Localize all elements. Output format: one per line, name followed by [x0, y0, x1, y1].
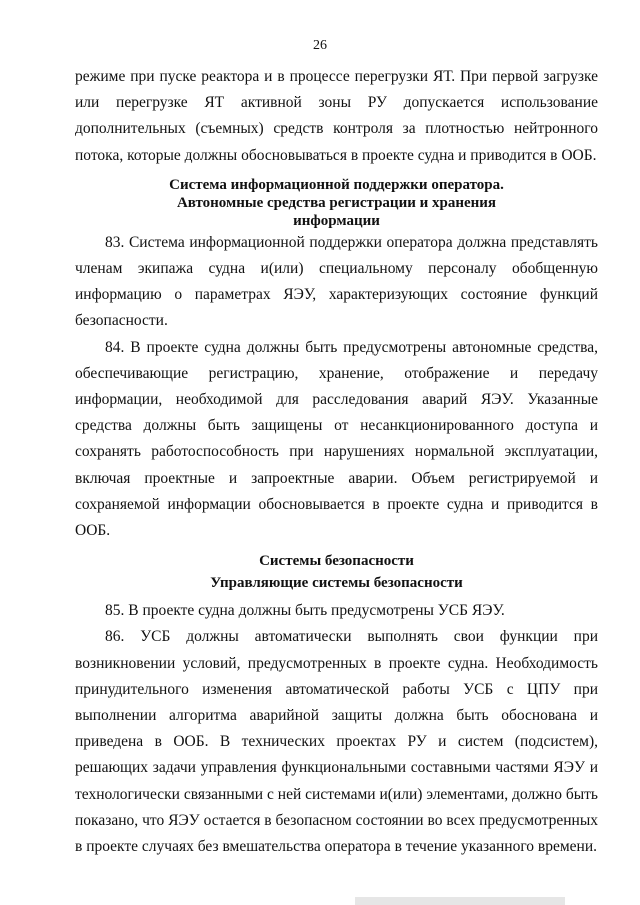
paragraph-84: 84. В проекте судна должны быть предусмотрены автономные средства, обеспечивающие регистрацию, хранение, отображение и передачу информации, необходимой для расследования аварий ЯЭУ. Указанные средства должны быть защищены от несанкционированного доступа и сохранять работоспособность при нарушениях нормальной эксплуатации, включая проектные и запроектные аварии. Объем регистрируемой и сохраняемой информации обосновывается в проекте судна и приводится в ООБ.	[75, 338, 598, 540]
page-number: 26	[313, 38, 327, 53]
section-heading-info-support: Система информационной поддержки оператора. Автономные средства регистрации и хранения информации	[169, 176, 504, 229]
scan-edge-mark	[355, 897, 565, 905]
paragraph-83: 83. Система информационной поддержки оператора должна представлять членам экипажа судна и(или) специальному персоналу обобщенную информацию о параметрах ЯЭУ, характеризующих состояние функций безопасности.	[75, 233, 598, 330]
paragraph-intro: режиме при пуске реактора и в процессе перегрузки ЯТ. При первой загрузке или перегрузке ЯТ активной зоны РУ допускается использование дополнительных (съемных) средств контроля за плотностью нейтронного потока, которые должны обосновываться в проекте судна и приводится в ООБ.	[75, 68, 598, 164]
section-heading-safety-systems: Системы безопасности	[259, 553, 414, 570]
subsection-heading-control-safety-systems: Управляющие системы безопасности	[210, 575, 463, 592]
page-body	[75, 64, 598, 860]
paragraph-85: 85. В проекте судна должны быть предусмотрены УСБ ЯЭУ.	[105, 602, 505, 620]
paragraph-86: 86. УСБ должны автоматически выполнять свои функции при возникновении условий, предусмотренных в проекте судна. Необходимость принудительного изменения автоматической работы УСБ с ЦПУ при выполнении алгоритма аварийной защиты должна быть обоснована и приведена в ООБ. В технических проектах РУ и систем (подсистем), решающих задачи управления функциональными составными частями ЯЭУ и технологически связанными с ней системами и(или) элементами, должно быть показано, что ЯЭУ остается в безопасном состоянии во всех предусмотренных в проекте случаях без вмешательства оператора в течение указанного времени.	[75, 628, 598, 856]
